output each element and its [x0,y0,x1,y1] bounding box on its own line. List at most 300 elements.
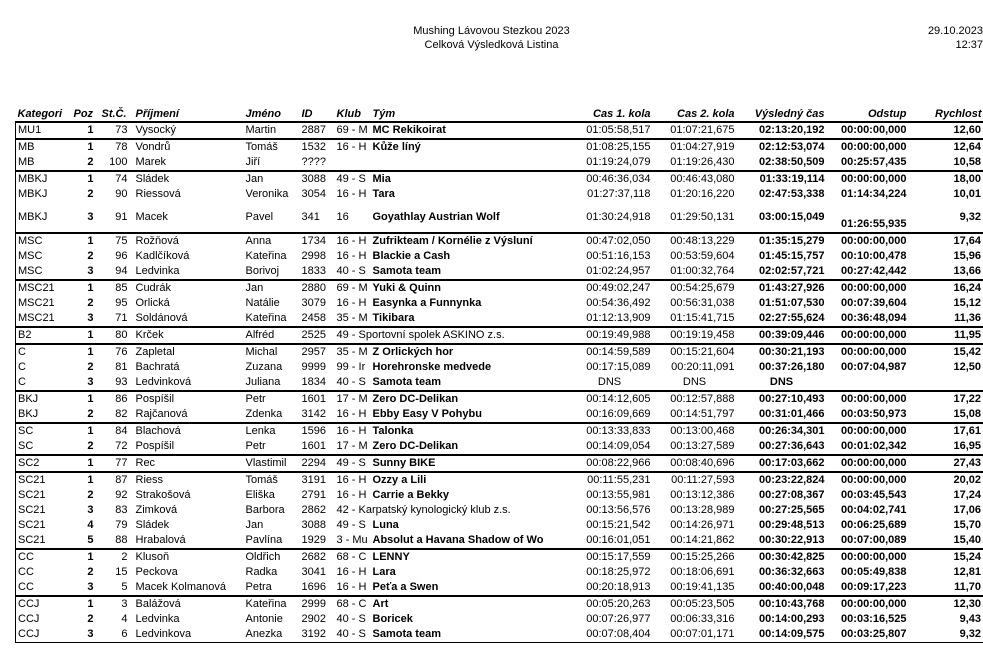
cell-cas-2-kola: 01:20:16,220 [670,188,735,200]
cell-id: 341 [301,210,320,223]
cell-startovni-cislo: 81 [115,361,128,373]
cell-poz: 2 [87,156,94,168]
cell-id: 2682 [300,549,335,565]
cell-cas-1-kola: 00:47:02,050 [567,233,653,249]
col-header-cas-1-kola: Cas 1. kola [567,107,653,122]
cell-poz: 2 [87,361,94,373]
cell-id: 1596 [300,423,335,439]
cell-startovni-cislo: 93 [115,376,128,388]
cell-kategorie: SC21 [16,533,72,549]
cell-rychlost: 15,40 [909,533,983,549]
cell-tym: Sunny BIKE [371,455,567,472]
cell-odstup: 00:03:45,543 [841,489,907,501]
cell-jmeno: Martin [244,122,300,139]
cell-prijmeni: Blachová [134,423,244,439]
cell-klub: 68 - C [335,549,371,565]
cell-kategorie: MBKJ [16,187,72,202]
report-title: Mushing Lávovou Stezkou 2023 [413,25,570,37]
cell-klub: 35 - M [336,312,368,324]
cell-startovni-cislo: 72 [115,440,128,452]
cell-vysledny-cas: 02:13:20,192 [737,122,827,139]
cell-odstup: 00:06:25,689 [841,519,907,531]
cell-tym: Goyathlay Austrian Wolf [372,210,500,223]
cell-odstup: 00:36:48,094 [841,312,907,324]
cell-cas-1-kola: 00:16:09,669 [586,408,651,420]
cell-cas-2-kola: 00:14:51,797 [670,408,735,420]
cell-klub: 69 - M [335,122,371,139]
cell-prijmeni: Cudrák [134,280,244,296]
cell-id: 3191 [300,472,335,488]
cell-kategorie: MSC21 [16,280,72,296]
table-row [16,344,983,360]
cell-odstup: 00:07:04,987 [841,361,907,373]
cell-startovni-cislo: 88 [115,534,128,546]
cell-vysledny-cas: 00:30:42,825 [737,549,827,565]
table-row [16,311,983,327]
table-row [16,187,983,202]
table-row [16,612,983,627]
cell-rychlost: 16,24 [909,280,983,296]
cell-vysledny-cas: 00:39:09,446 [737,327,827,344]
cell-kategorie: CCJ [16,612,72,627]
cell-vysledny-cas: 00:29:48,513 [759,519,825,531]
cell-id: 2887 [300,122,335,139]
cell-tym: Zufrikteam / Kornélie z Výsluní [371,233,567,249]
table-row [16,139,983,155]
cell-klub: 16 - H [335,472,371,488]
cell-cas-2-kola: 00:53:59,604 [670,250,735,262]
cell-vysledny-cas: 02:12:53,074 [737,139,827,155]
cell-klub: 49 - S [335,455,371,472]
cell-tym: Samota team [371,627,567,643]
cell-vysledny-cas: 00:30:21,193 [737,344,827,360]
cell-klub: 16 - H [336,566,367,578]
cell-odstup: 00:00:00,000 [827,455,909,472]
table-row [16,549,983,565]
cell-id: 1833 [301,265,326,277]
cell-poz: 1 [72,455,100,472]
cell-kategorie: C [16,375,72,391]
cell-cas-2-kola: 00:12:57,888 [653,391,737,407]
cell-jmeno: Kateřina [244,596,300,612]
table-row [16,155,983,171]
cell-jmeno: Petr [245,440,266,452]
cell-prijmeni: Rajčanová [135,408,188,420]
cell-prijmeni: Ledvinka [135,613,180,625]
cell-tym: Art [371,596,567,612]
cell-id: 1734 [300,233,335,249]
cell-tym: LENNY [371,549,567,565]
cell-prijmeni: Ledvinkova [134,627,244,643]
cell-odstup: 00:07:39,604 [841,297,907,309]
cell-kategorie: SC21 [16,488,72,503]
cell-cas-2-kola: 00:14:21,862 [670,534,735,546]
cell-cas-1-kola: 00:17:15,089 [586,361,651,373]
cell-poz: 3 [87,265,94,277]
cell-cas-1-kola: 00:08:22,966 [567,455,653,472]
cell-startovni-cislo: 73 [100,122,134,139]
cell-rychlost: 13,66 [909,264,983,280]
table-row [16,518,983,533]
cell-jmeno: Pavlína [245,534,283,546]
report-date: 29.10.2023 [927,25,983,37]
cell-rychlost: 11,70 [909,580,983,596]
col-header-tym: Tým [371,107,567,122]
cell-poz: 1 [72,472,100,488]
table-row [16,171,983,187]
cell-prijmeni: Sládek [134,171,244,187]
cell-tym: Zero DC-Delikan [372,440,459,452]
cell-odstup: 00:00:00,000 [827,280,909,296]
cell-rychlost: 15,42 [909,344,983,360]
cell-vysledny-cas: 02:27:55,624 [759,312,825,324]
cell-startovni-cislo: 84 [100,423,134,439]
cell-tym: Samota team [372,376,441,388]
cell-klub: 40 - S [335,627,371,643]
cell-poz: 2 [87,188,94,200]
cell-cas-2-kola: 00:13:28,989 [670,504,735,516]
cell-startovni-cislo: 91 [115,210,128,223]
cell-poz: 2 [87,297,94,309]
cell-id: 1532 [300,139,335,155]
cell-klub: 16 - H [336,297,367,309]
cell-poz: 4 [87,519,94,531]
table-row [16,488,983,503]
cell-jmeno: Jiří [245,156,261,168]
table-row [16,264,983,280]
cell-poz: 2 [87,408,94,420]
cell-odstup: 00:27:42,442 [841,265,907,277]
cell-poz: 3 [87,504,94,516]
table-row [16,423,983,439]
table-row [16,249,983,264]
cell-jmeno: Tomáš [244,472,300,488]
cell-id: 3041 [301,566,326,578]
cell-rychlost [909,375,983,391]
cell-startovni-cislo: 85 [100,280,134,296]
cell-rychlost: 11,36 [909,311,983,327]
cell-cas-2-kola: 00:13:00,468 [653,423,737,439]
cell-cas-2-kola: 01:00:32,764 [670,265,735,277]
cell-klub [335,155,567,171]
cell-id: ???? [301,156,326,168]
cell-id: 2902 [301,613,326,625]
cell-startovni-cislo: 2 [100,549,134,565]
cell-poz: 1 [72,596,100,612]
cell-cas-2-kola: 00:48:13,229 [653,233,737,249]
cell-tym: Horehronske medvede [372,361,492,373]
cell-rychlost: 27,43 [909,455,983,472]
cell-vysledny-cas: 01:35:15,279 [737,233,827,249]
cell-poz: 2 [87,440,94,452]
cell-cas-2-kola: 00:13:12,386 [670,489,735,501]
cell-cas-2-kola: 00:14:26,971 [670,519,735,531]
col-header-startovni-cislo: St.Č. [100,107,134,122]
cell-kategorie: MBKJ [16,171,72,187]
cell-odstup: 00:00:00,000 [827,122,909,139]
cell-prijmeni: Klusoň [134,549,244,565]
cell-tym: Mia [371,171,567,187]
cell-prijmeni: Ledvinková [135,376,192,388]
cell-startovni-cislo: 95 [115,297,128,309]
cell-cas-2-kola: 00:05:23,505 [653,596,737,612]
cell-id: 2880 [300,280,335,296]
cell-odstup: 00:07:00,089 [841,534,907,546]
cell-jmeno: Jan [244,280,300,296]
cell-prijmeni: Krček [134,327,244,344]
cell-cas-2-kola: 00:15:25,266 [653,549,737,565]
cell-cas-1-kola: 00:14:09,054 [586,440,651,452]
cell-klub: 16 - H [336,408,367,420]
cell-cas-1-kola: 01:27:37,118 [587,188,651,200]
cell-klub: 16 - H [335,423,371,439]
cell-odstup: 00:00:00,000 [827,327,909,344]
cell-odstup: 00:00:00,000 [827,423,909,439]
cell-rychlost: 12,30 [909,596,983,612]
cell-tym: Tara [372,188,395,200]
cell-vysledny-cas: 00:31:01,466 [759,408,825,420]
cell-kategorie: C [16,360,72,375]
table-row [16,122,983,139]
cell-poz: 3 [72,627,100,643]
results-body [16,122,983,643]
cell-prijmeni: Pospíšil [135,440,175,452]
report-time: 12:37 [955,39,983,51]
cell-startovni-cislo: 74 [100,171,134,187]
cell-rychlost: 17,64 [909,233,983,249]
col-header-odstup: Odstup [827,107,909,122]
cell-startovni-cislo: 83 [115,504,128,516]
cell-klub: 16 - H [335,139,371,155]
cell-cas-2-kola: 00:15:21,604 [653,344,737,360]
cell-startovni-cislo: 87 [100,472,134,488]
cell-kategorie: SC2 [16,455,72,472]
cell-odstup: 00:10:00,478 [841,250,907,262]
table-row [16,455,983,472]
cell-jmeno: Alfréd [244,327,300,344]
cell-jmeno: Oldřich [244,549,300,565]
table-header-row [16,107,983,122]
cell-startovni-cislo: 4 [121,613,128,625]
cell-startovni-cislo: 96 [115,250,128,262]
cell-klub: 17 - M [336,440,368,452]
cell-odstup: 00:03:50,973 [841,408,907,420]
cell-cas-2-kola: 01:15:41,715 [670,312,735,324]
cell-jmeno: Borivoj [245,265,280,277]
table-row [16,533,983,549]
cell-jmeno: Veronika [245,188,289,200]
cell-rychlost: 11,95 [909,327,983,344]
cell-vysledny-cas: 00:17:03,662 [737,455,827,472]
cell-poz: 1 [72,233,100,249]
cell-kategorie: CCJ [16,596,72,612]
cell-id: 2458 [301,312,326,324]
cell-vysledny-cas: 00:40:00,048 [759,581,825,593]
cell-vysledny-cas: 01:45:15,757 [759,250,825,262]
cell-cas-1-kola: 00:49:02,247 [567,280,653,296]
cell-kategorie: C [16,344,72,360]
cell-cas-2-kola: 00:56:31,038 [670,297,735,309]
cell-odstup [827,375,909,391]
cell-tym: Easynka a Funnynka [372,297,482,309]
cell-cas-1-kola: 00:13:56,576 [586,504,651,516]
cell-vysledny-cas: 00:23:22,824 [737,472,827,488]
cell-jmeno: Barbora [245,504,285,516]
cell-jmeno: Radka [245,566,278,578]
table-row [16,407,983,423]
cell-cas-2-kola: 00:54:25,679 [653,280,737,296]
report-header [0,24,983,52]
table-row [16,327,983,344]
cell-prijmeni: Riessová [135,188,181,200]
table-row [16,202,983,233]
cell-rychlost: 12,81 [909,565,983,580]
cell-odstup: 00:00:00,000 [827,596,909,612]
cell-startovni-cislo: 78 [100,139,134,155]
cell-klub: 40 - S [336,265,366,277]
cell-prijmeni: Strakošová [135,489,191,501]
cell-prijmeni: Peckova [135,566,178,578]
cell-vysledny-cas: 02:02:57,721 [759,265,825,277]
cell-vysledny-cas: 00:10:43,768 [737,596,827,612]
cell-id: 2525 [300,327,335,344]
cell-odstup: 00:09:17,223 [841,581,907,593]
cell-id: 1929 [301,534,326,546]
cell-rychlost: 15,08 [909,407,983,423]
cell-odstup: 00:05:49,838 [841,566,907,578]
cell-cas-2-kola: 00:07:01,171 [653,627,737,643]
cell-prijmeni: Pospíšil [134,391,244,407]
cell-rychlost: 15,12 [909,296,983,311]
cell-kategorie: BKJ [16,391,72,407]
cell-tym: Yuki & Quinn [371,280,567,296]
cell-kategorie: MBKJ [16,202,72,233]
cell-cas-2-kola: 00:19:19,458 [653,327,737,344]
cell-cas-1-kola: 00:18:25,972 [586,566,651,578]
cell-poz: 1 [72,391,100,407]
col-header-prijmeni: Příjmení [134,107,244,122]
cell-jmeno: Tomáš [244,139,300,155]
cell-cas-2-kola: 00:19:41,135 [670,581,735,593]
cell-cas-2-kola: 01:29:50,131 [670,210,735,223]
cell-klub: 17 - M [335,391,371,407]
cell-prijmeni: Balážová [134,596,244,612]
cell-cas-2-kola: 01:19:26,430 [670,156,735,168]
cell-cas-1-kola: 00:14:59,589 [567,344,653,360]
cell-kategorie: SC21 [16,472,72,488]
cell-prijmeni: Riess [134,472,244,488]
cell-cas-1-kola: DNS [597,376,622,388]
cell-jmeno: Zuzana [245,361,283,373]
col-header-vysledny-cas: Výsledný čas [737,107,827,122]
cell-prijmeni: Zapletal [134,344,244,360]
cell-cas-1-kola: 00:16:01,051 [586,534,651,546]
cell-klub: 99 - Ir [336,361,366,373]
cell-prijmeni: Hrabalová [135,534,186,546]
cell-tym: Carrie a Bekky [372,489,449,501]
cell-tym: Tikibara [372,312,415,324]
col-header-cas-2-kola: Cas 2. kola [653,107,737,122]
cell-klub: 35 - M [335,344,371,360]
cell-prijmeni: Soldánová [135,312,188,324]
cell-tym: Luna [372,519,399,531]
cell-jmeno: Lenka [244,423,300,439]
cell-startovni-cislo: 82 [115,408,128,420]
cell-kategorie: MSC [16,233,72,249]
cell-id: 3088 [301,519,326,531]
cell-startovni-cislo: 15 [115,566,128,578]
cell-tym: Talonka [371,423,567,439]
cell-rychlost: 12,60 [909,122,983,139]
cell-odstup: 00:04:02,741 [841,504,907,516]
cell-odstup: 00:25:57,435 [841,156,907,168]
cell-startovni-cislo: 100 [109,156,128,168]
cell-rychlost: 17,61 [909,423,983,439]
table-row [16,627,983,643]
cell-id: 3192 [300,627,335,643]
cell-vysledny-cas: 00:27:36,643 [759,440,825,452]
cell-tym: Absolut a Havana Shadow of Wo [372,534,544,546]
cell-rychlost: 10,01 [909,187,983,202]
cell-prijmeni: Rec [134,455,244,472]
cell-vysledny-cas: 00:30:22,913 [759,534,825,546]
cell-rychlost: 9,43 [909,612,983,627]
cell-jmeno: Anezka [244,627,300,643]
cell-tym: Z Orlických hor [371,344,567,360]
cell-odstup: 00:00:00,000 [827,233,909,249]
cell-cas-1-kola: 01:02:24,957 [586,265,651,277]
cell-tym: Boricek [372,613,413,625]
cell-poz: 2 [87,566,94,578]
cell-cas-2-kola: 00:08:40,696 [653,455,737,472]
cell-prijmeni: Vondrů [134,139,244,155]
cell-odstup: 00:00:00,000 [827,549,909,565]
cell-tym: Zero DC-Delikan [371,391,567,407]
cell-jmeno: Jan [245,519,264,531]
cell-klub: 69 - M [335,280,371,296]
cell-kategorie: SC [16,439,72,455]
cell-jmeno: Pavel [245,210,274,223]
cell-cas-1-kola: 00:05:20,263 [567,596,653,612]
cell-cas-2-kola: 00:18:06,691 [670,566,735,578]
cell-tym: Ozzy a Lili [371,472,567,488]
cell-id: 2998 [301,250,326,262]
cell-kategorie: MB [16,155,72,171]
cell-startovni-cislo: 80 [100,327,134,344]
cell-startovni-cislo: 90 [115,188,128,200]
cell-id: 3142 [301,408,326,420]
cell-prijmeni: Ledvinka [135,265,180,277]
cell-odstup: 00:03:25,807 [827,627,909,643]
cell-startovni-cislo: 5 [121,581,128,593]
col-header-rychlost: Rychlost [909,107,983,122]
cell-cas-2-kola: 00:46:43,080 [653,171,737,187]
cell-id: 3079 [301,297,326,309]
cell-cas-1-kola: 01:19:24,079 [586,156,651,168]
cell-odstup: 01:26:55,935 [841,218,907,230]
cell-id: 1601 [300,391,335,407]
cell-poz: 1 [72,327,100,344]
cell-tym: Lara [372,566,396,578]
cell-startovni-cislo: 79 [115,519,128,531]
cell-poz: 3 [87,376,94,388]
cell-rychlost: 17,06 [909,503,983,518]
cell-cas-1-kola: 00:11:55,231 [567,472,653,488]
cell-vysledny-cas: 00:26:34,301 [737,423,827,439]
cell-id: 2791 [301,489,326,501]
cell-kategorie: B2 [16,327,72,344]
table-row [16,375,983,391]
